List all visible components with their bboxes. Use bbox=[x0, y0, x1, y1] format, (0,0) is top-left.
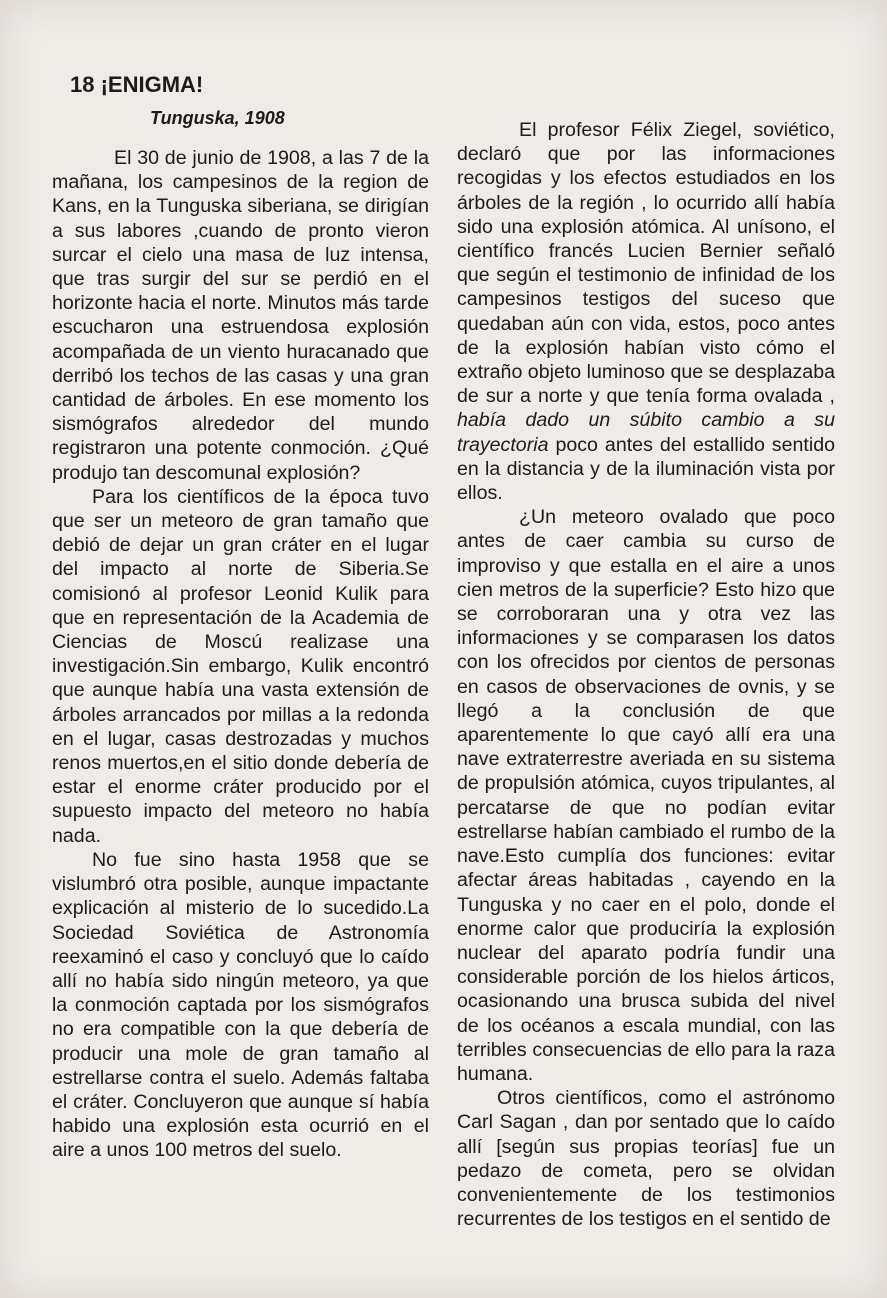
paragraph bbox=[457, 118, 835, 505]
paragraph: El 30 de junio de 1908, a las 7 de la mañana, los campesinos de la region de Kans, en la Tunguska siberiana, se dirigían a sus labores ,cuando de pronto vieron surcar el cielo una masa de luz intensa, que tras surgir del sur se perdió en el horizonte hacia el norte. Minutos más tarde escucharon una estruendosa explosión acompañada de un viento huracanado que derribó los techos de las casas y una gran cantidad de árboles. En ese momento los sismógrafos alrededor del mundo registraron una potente conmoción. ¿Qué produjo tan descomunal explosión? bbox=[52, 147, 429, 484]
paragraph: Para los científicos de la época tuvo que ser un meteoro de gran tamaño que debió de dejar un gran cráter en el lugar del impacto al norte de Siberia.Se comisionó al profesor Leonid Kulik para que en representación de la Academia de Ciencias de Moscú realizase una investigación.Sin embargo, Kulik encontró que aunque había una vasta extensión de árboles arrancados por millas a la redonda en el lugar, casas destrozadas y muchos renos muertos,en el sitio donde debería de estar el enorme cráter producido por el supuesto impacto del meteoro no había nada. bbox=[52, 485, 429, 847]
chapter-subheading: Tunguska, 1908 bbox=[150, 108, 285, 128]
paragraph-text: El profesor Félix Ziegel, soviético, declaró que por las informaciones recogidas y los efectos estudiados en los árboles de la región , lo ocurrido allí había sido una explosión atómica. Al unísono, el científico francés Lucien Bernier señaló que según el testimonio de infinidad de los campesinos testigos del suceso que quedaban aún con vida, estos, poco antes de la explosión habían visto cómo el extraño objeto luminoso que se desplazaba de sur a norte y que tenía forma ovalada , bbox=[457, 119, 835, 408]
emphasized-text: había dado un súbito cambio a su trayectoria bbox=[457, 409, 835, 456]
paragraph: No fue sino hasta 1958 que se vislumbró otra posible, aunque impactante explicación al misterio de lo sucedido.La Sociedad Soviética de Astronomía reexaminó el caso y concluyó que lo caído allí no había sido ningún meteoro, ya que la conmoción captada por los sismógrafos no era compatible con la que debería de producir una mole de gran tamaño al estrellarse contra el suelo. Además faltaba el cráter. Concluyeron que aunque sí había habido una explosión esta ocurrió en el aire a unos 100 metros del suelo. bbox=[52, 848, 429, 1162]
right-column bbox=[457, 118, 835, 1231]
paragraph: ¿Un meteoro ovalado que poco antes de caer cambia su curso de improviso y que estalla en el aire a unos cien metros de la superficie? Esto hizo que se corroboraran una y otra vez las informaciones y se comparasen los datos con los ofrecidos por cientos de personas en casos de observaciones de ovnis, y se llegó a la conclusión de que aparentemente lo que cayó allí era una nave extraterrestre averiada en su sistema de propulsión atómica, cuyos tripulantes, al percatarse de que no podían evitar estrellarse habían cambiado el rumbo de la nave.Esto cumplía dos funciones: evitar afectar áreas habitadas , cayendo en la Tunguska y no caer en el polo, donde el enorme calor que produciría la explosión nuclear del aparato podría fundir una considerable porción de los hielos árticos, ocasionando una brusca subida del nivel de los océanos a escala mundial, con las terribles consecuencias de ello para la raza humana. bbox=[457, 506, 835, 1085]
left-column bbox=[52, 70, 429, 1163]
chapter-heading: 18 ¡ENIGMA! bbox=[70, 72, 204, 97]
paragraph-text: poco antes del estallido sentido en la distancia y de la iluminación vista por ellos. bbox=[457, 433, 835, 505]
paragraph: Otros científicos, como el astrónomo Carl Sagan , dan por sentado que lo caído allí [según sus propias teorías] fue un pedazo de cometa, pero se olvidan convenientemente de los testimonios recurrentes de los testigos en el sentido de bbox=[457, 1087, 835, 1231]
